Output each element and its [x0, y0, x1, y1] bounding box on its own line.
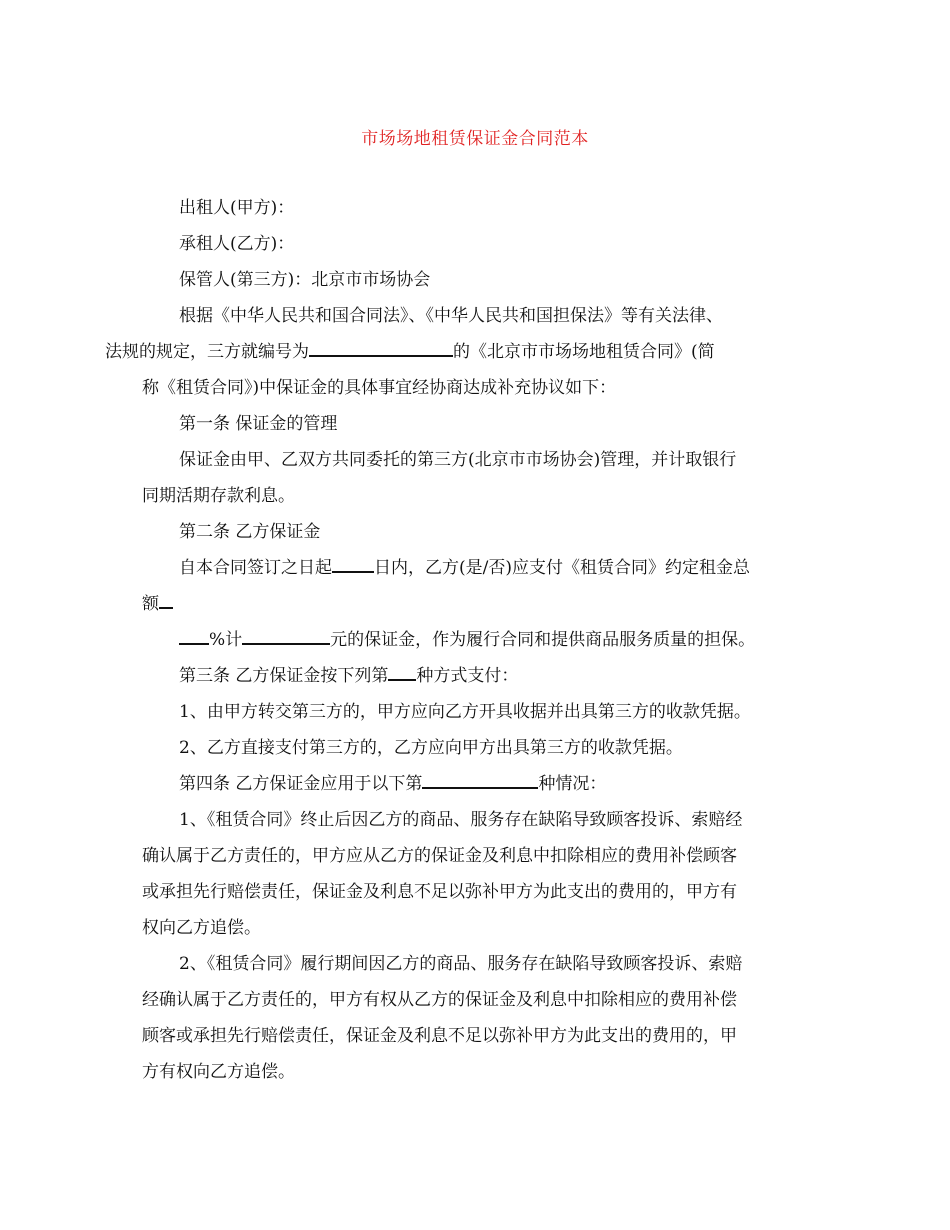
percent-blank: [179, 625, 209, 645]
lessor-line: 出租人(甲方)：: [179, 198, 295, 218]
article-1-heading: 第一条 保证金的管理: [179, 414, 338, 434]
lessee-line: 承租人(乙方)：: [179, 234, 295, 254]
article-2-line-1-before: 自本合同签订之日起: [179, 558, 332, 578]
article-4-item-1-line-3: 或承担先行赔偿责任，保证金及利息不足以弥补甲方为此支出的费用的，甲方有: [142, 882, 737, 902]
article-2-paragraph: [142, 550, 812, 658]
preamble-line-2-before: 法规的规定，三方就编号为: [105, 342, 309, 362]
article-4-heading-after: 种情况：: [538, 774, 607, 794]
article-3-heading-after: 种方式支付：: [416, 666, 519, 686]
article-1-line-2: 同期活期存款利息。: [142, 486, 295, 506]
article-2-line-3-after: 元的保证金，作为履行合同和提供商品服务质量的担保。: [330, 630, 756, 650]
article-2-heading: 第二条 乙方保证金: [179, 522, 321, 542]
article-4-item-2-line-4: 方有权向乙方追偿。: [142, 1062, 295, 1082]
article-3-item-2: 2、乙方直接支付第三方的，乙方应向甲方出具第三方的收款凭据。: [179, 738, 683, 758]
article-4-item-2-line-1: 2、《租赁合同》履行期间因乙方的商品、服务存在缺陷导致顾客投诉、索赔: [179, 954, 743, 974]
article-3-heading-before: 第三条 乙方保证金按下列第: [179, 666, 389, 686]
document-title: 市场场地租赁保证金合同范本: [361, 129, 589, 149]
article-4-item-2-line-3: 顾客或承担先行赔偿责任，保证金及利息不足以弥补甲方为此支出的费用的，甲: [142, 1026, 737, 1046]
amount-blank-short: [159, 589, 173, 609]
article-4-item-2-line-2: 经确认属于乙方责任的，甲方有权从乙方的保证金及利息中扣除相应的费用补偿: [142, 990, 737, 1010]
article-4-item-1-line-4: 权向乙方追偿。: [142, 918, 261, 938]
contract-number-blank: [309, 337, 453, 357]
article-4-item-1-line-2: 确认属于乙方责任的，甲方应从乙方的保证金及利息中扣除相应的费用补偿顾客: [142, 846, 737, 866]
document-body: [105, 190, 812, 1090]
article-3-item-1: 1、由甲方转交第三方的，甲方应向乙方开具收据并出具第三方的收款凭据。: [179, 702, 751, 722]
custodian-line: 保管人(第三方)：北京市市场协会: [179, 270, 431, 290]
usage-case-blank: [422, 769, 538, 789]
article-4-item-1: [142, 802, 812, 946]
preamble-line-2-after: 的《北京市市场场地租赁合同》(简: [453, 342, 715, 362]
article-3-heading: [142, 658, 812, 694]
article-2-line-2: 额: [142, 594, 159, 614]
preamble-line-3: 称《租赁合同》)中保证金的具体事宜经协商达成补充协议如下：: [142, 378, 617, 398]
payment-method-blank: [388, 661, 416, 681]
article-4-heading: [142, 766, 812, 802]
article-1-line-1: 保证金由甲、乙双方共同委托的第三方(北京市市场协会)管理，并计取银行: [179, 450, 737, 470]
preamble-line-1: 根据《中华人民共和国合同法》、《中华人民共和国担保法》等有关法律、: [179, 306, 723, 326]
preamble-paragraph: [105, 298, 812, 406]
days-blank: [332, 553, 374, 573]
deposit-amount-blank: [242, 625, 330, 645]
article-2-line-1-after: 日内，乙方(是/否)应支付《租赁合同》约定租金总: [374, 558, 750, 578]
article-4-item-1-line-1: 1、《租赁合同》终止后因乙方的商品、服务存在缺陷导致顾客投诉、索赔经: [179, 810, 743, 830]
article-1-paragraph: [142, 442, 812, 514]
article-4-item-2: [142, 946, 812, 1090]
article-4-heading-before: 第四条 乙方保证金应用于以下第: [179, 774, 423, 794]
article-2-line-3-mid: %计: [209, 630, 243, 650]
